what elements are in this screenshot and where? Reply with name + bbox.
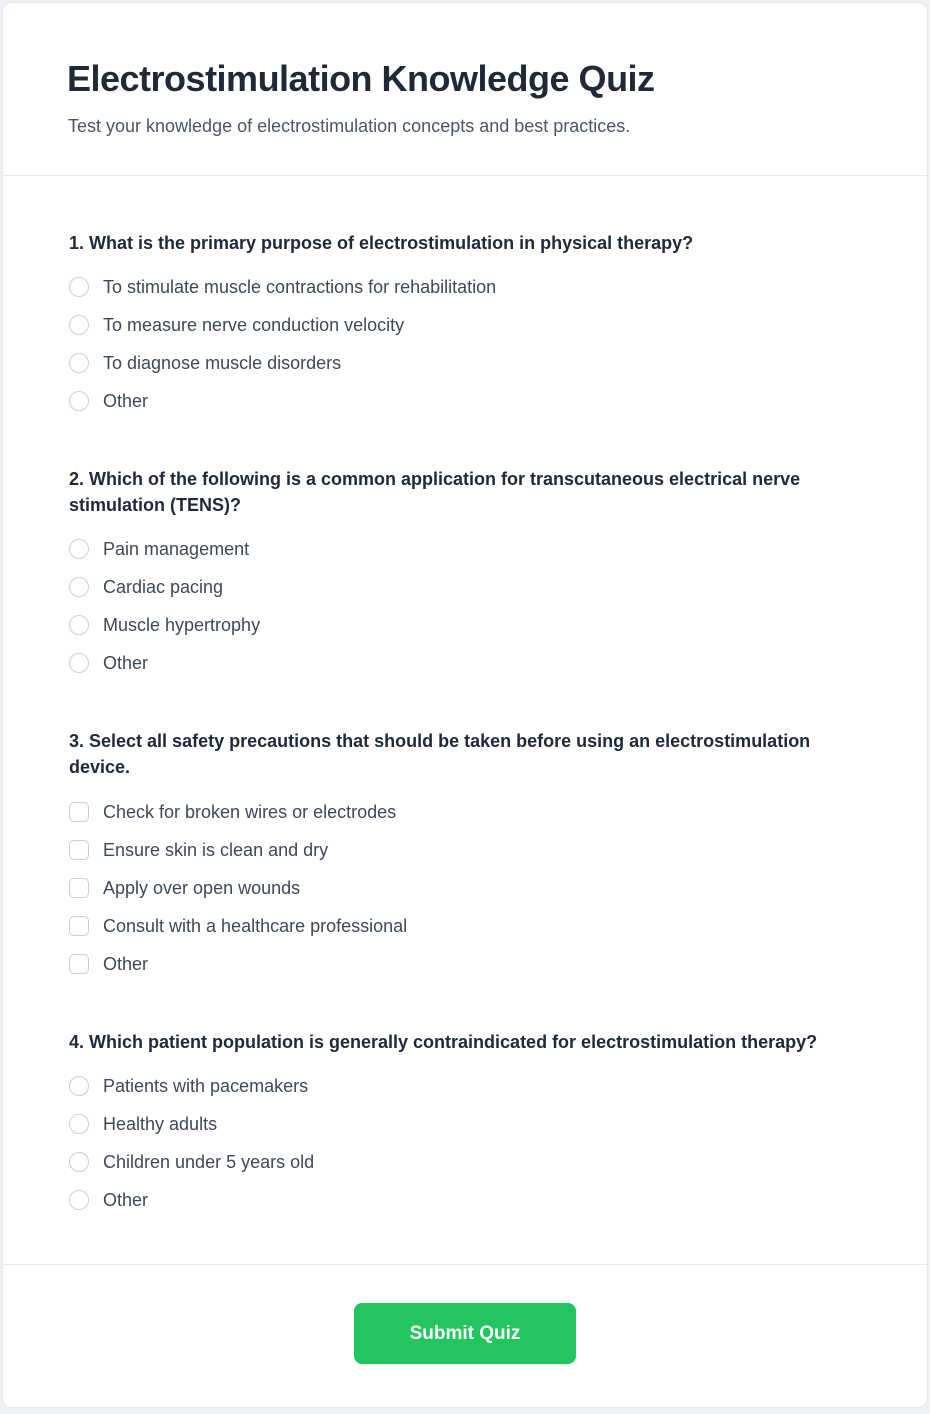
options-list (69, 1075, 869, 1211)
page-title: Electrostimulation Knowledge Quiz (67, 58, 655, 99)
option-label: Healthy adults (103, 1113, 218, 1134)
question-block-1 (69, 230, 869, 412)
option-label: Consult with a healthcare professional (103, 915, 408, 936)
radio-option-4-1[interactable] (69, 1075, 308, 1097)
quiz-form-card (2, 2, 928, 1408)
radio-button-icon[interactable] (69, 315, 89, 335)
radio-option-2-3[interactable] (69, 614, 260, 636)
radio-option-1-1[interactable] (69, 276, 496, 298)
radio-button-icon[interactable] (69, 391, 89, 411)
radio-option-4-3[interactable] (69, 1151, 314, 1173)
radio-option-1-4[interactable] (69, 390, 148, 412)
checkbox-option-3-5[interactable] (69, 953, 148, 975)
radio-option-4-2[interactable] (69, 1113, 217, 1135)
radio-option-2-2[interactable] (69, 576, 223, 598)
radio-option-1-3[interactable] (69, 352, 341, 374)
checkbox-icon[interactable] (69, 916, 89, 936)
radio-button-icon[interactable] (69, 353, 89, 373)
radio-button-icon[interactable] (69, 653, 89, 673)
radio-option-1-2[interactable] (69, 314, 404, 336)
option-label: Other (103, 391, 149, 412)
radio-button-icon[interactable] (69, 577, 89, 597)
question-text: 3. Select all safety precautions that should be taken before using an electrostimulation device. (69, 731, 811, 778)
question-block-4 (69, 1029, 869, 1211)
submit-quiz-button[interactable]: Submit Quiz (354, 1303, 576, 1364)
option-label: Children under 5 years old (103, 1151, 315, 1172)
questions-container (3, 176, 927, 1264)
radio-button-icon[interactable] (69, 277, 89, 297)
checkbox-icon[interactable] (69, 954, 89, 974)
checkbox-icon[interactable] (69, 840, 89, 860)
options-list (69, 801, 869, 975)
option-label: To stimulate muscle contractions for rehabilitation (103, 277, 497, 298)
question-text: 4. Which patient population is generally contraindicated for electrostimulation therapy? (69, 1031, 818, 1052)
checkbox-icon[interactable] (69, 878, 89, 898)
option-label: Muscle hypertrophy (103, 615, 261, 636)
option-label: Patients with pacemakers (103, 1075, 309, 1096)
page-subtitle: Test your knowledge of electrostimulation concepts and best practices. (68, 115, 631, 136)
radio-button-icon[interactable] (69, 1190, 89, 1210)
question-block-3 (69, 728, 869, 974)
radio-button-icon[interactable] (69, 615, 89, 635)
quiz-footer (3, 1264, 927, 1407)
question-text: 1. What is the primary purpose of electrostimulation in physical therapy? (69, 233, 694, 254)
checkbox-option-3-2[interactable] (69, 839, 328, 861)
question-text: 2. Which of the following is a common application for transcutaneous electrical nerve stimulation (TENS)? (69, 469, 801, 516)
radio-button-icon[interactable] (69, 1152, 89, 1172)
options-list (69, 276, 869, 412)
option-label: Apply over open wounds (103, 877, 301, 898)
option-label: Pain management (103, 539, 250, 560)
checkbox-option-3-1[interactable] (69, 801, 396, 823)
checkbox-option-3-4[interactable] (69, 915, 407, 937)
option-label: Other (103, 953, 149, 974)
radio-option-2-4[interactable] (69, 652, 148, 674)
radio-button-icon[interactable] (69, 1076, 89, 1096)
option-label: Other (103, 653, 149, 674)
radio-option-4-4[interactable] (69, 1189, 148, 1211)
option-label: To measure nerve conduction velocity (103, 315, 405, 336)
radio-button-icon[interactable] (69, 1114, 89, 1134)
radio-button-icon[interactable] (69, 539, 89, 559)
option-label: Ensure skin is clean and dry (103, 839, 329, 860)
radio-option-2-1[interactable] (69, 538, 249, 560)
quiz-header (3, 3, 927, 176)
option-label: To diagnose muscle disorders (103, 353, 342, 374)
option-label: Cardiac pacing (103, 577, 224, 598)
option-label: Other (103, 1189, 149, 1210)
question-block-2 (69, 466, 869, 674)
options-list (69, 538, 869, 674)
checkbox-icon[interactable] (69, 802, 89, 822)
option-label: Check for broken wires or electrodes (103, 801, 397, 822)
checkbox-option-3-3[interactable] (69, 877, 300, 899)
